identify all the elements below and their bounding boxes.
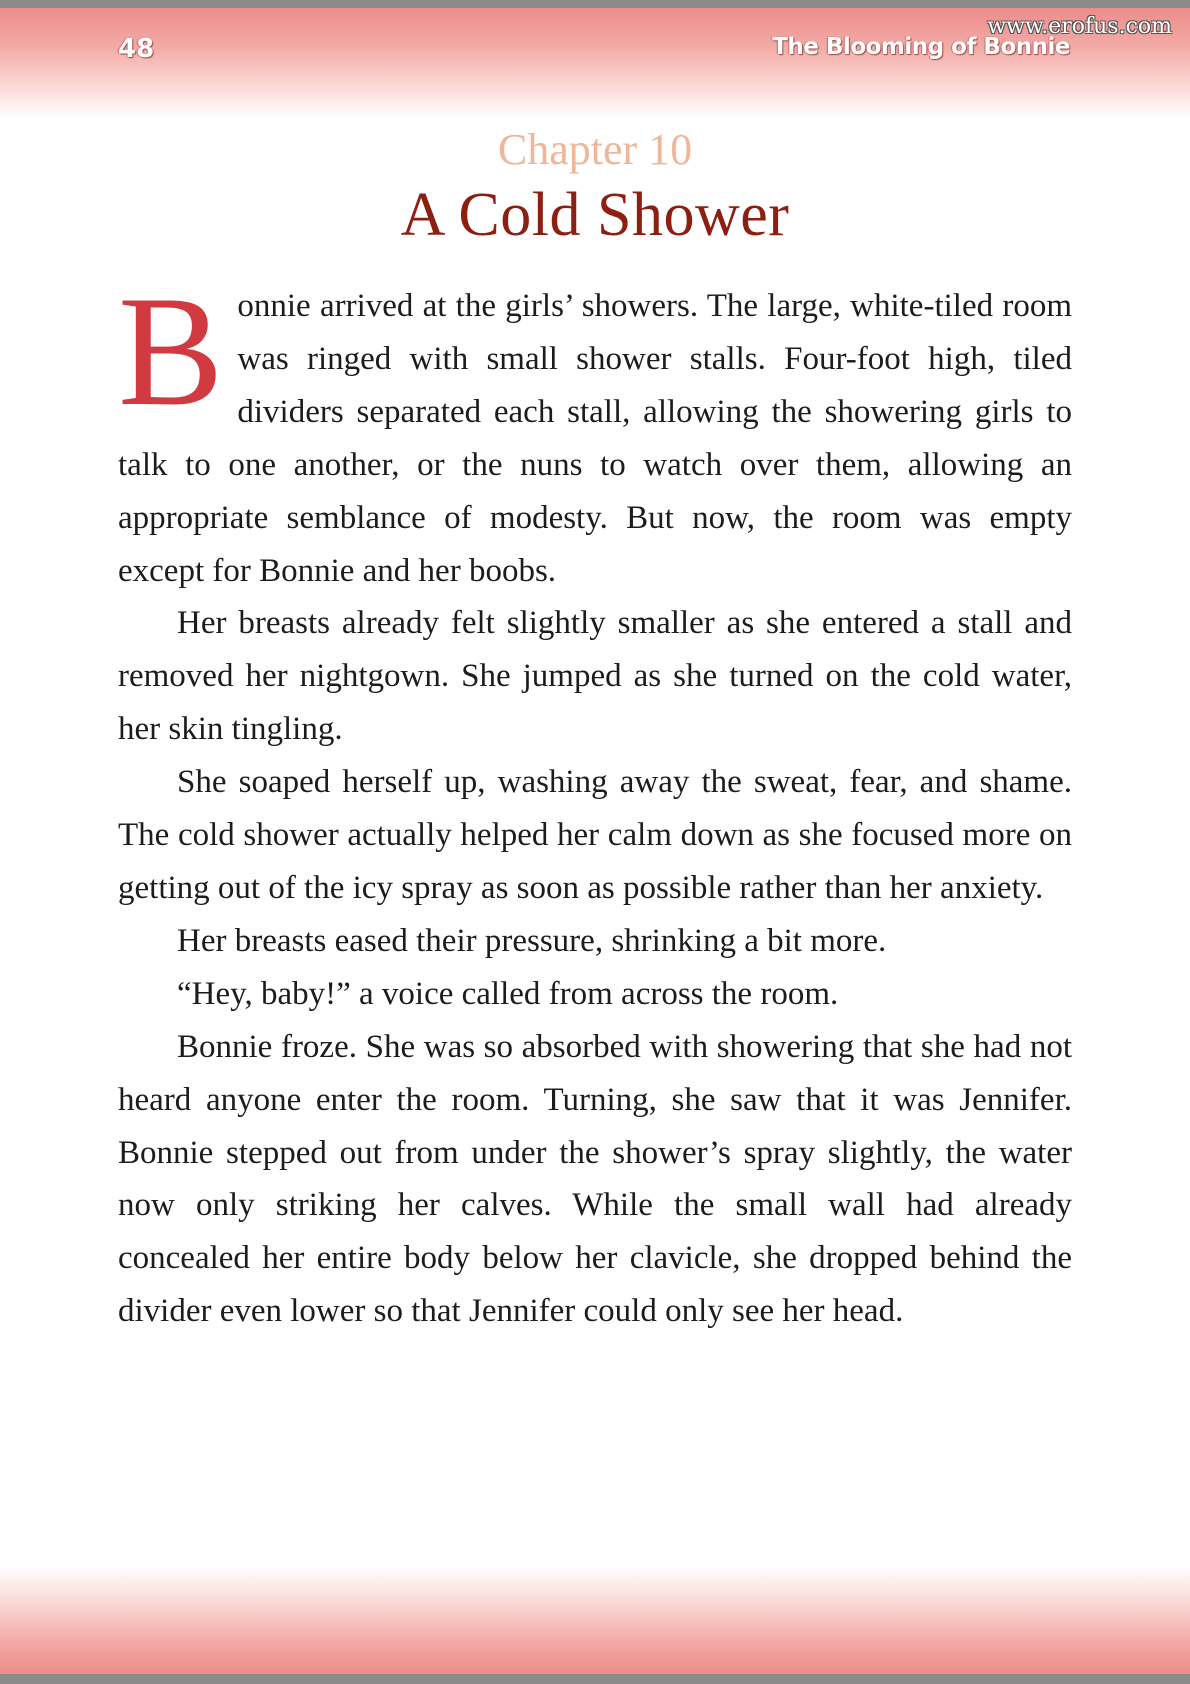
watermark-text: www.erofus.com — [987, 14, 1172, 39]
paragraph-4: Her breasts eased their pressure, shrinking a bit more. — [177, 922, 887, 959]
chapter-number: Chapter 10 — [497, 125, 693, 174]
paragraph-5: “Hey, baby!” a voice called from across the room. — [177, 975, 839, 1012]
paragraph-1-text: onnie arrived at the girls’ showers. The large, white-tiled room was ringed with small shower stalls. Four-foot high, tiled dividers separated each stall, allowing the showering girls to talk to one another, or the nuns to watch over them, allowing an appropriate semblance of modesty. But now, the room was empty except for Bonnie and her boobs. — [118, 288, 1072, 589]
chapter-body — [118, 264, 1072, 1338]
top-border-rule — [0, 0, 1190, 8]
chapter-title: A Cold Shower — [400, 181, 790, 249]
bottom-border-rule — [0, 1674, 1190, 1684]
paragraph-2: Her breasts already felt slightly smaller as she entered a stall and removed her nightgown. She jumped as she turned on the cold water, her skin tingling. — [118, 605, 1072, 748]
drop-cap: B — [118, 264, 224, 439]
running-title: The Blooming of Bonnie — [772, 34, 1070, 60]
page-number: 48 — [118, 34, 155, 64]
paragraph-3: She soaped herself up, washing away the sweat, fear, and shame. The cold shower actually helped her calm down as she focused more on getting out of the icy spray as soon as possible rather than her anxiety. — [118, 764, 1072, 906]
paragraph-1 — [118, 264, 1072, 597]
footer-band — [0, 1566, 1190, 1674]
paragraph-6: Bonnie froze. She was so absorbed with showering that she had not heard anyone enter the room. Turning, she saw that it was Jennifer. Bonnie stepped out from under the shower’s spray slightly, the water now only striking her calves. While the small wall had already concealed her entire body below her clavicle, she dropped behind the divider even lower so that Jennifer could only see her head. — [118, 1028, 1072, 1330]
